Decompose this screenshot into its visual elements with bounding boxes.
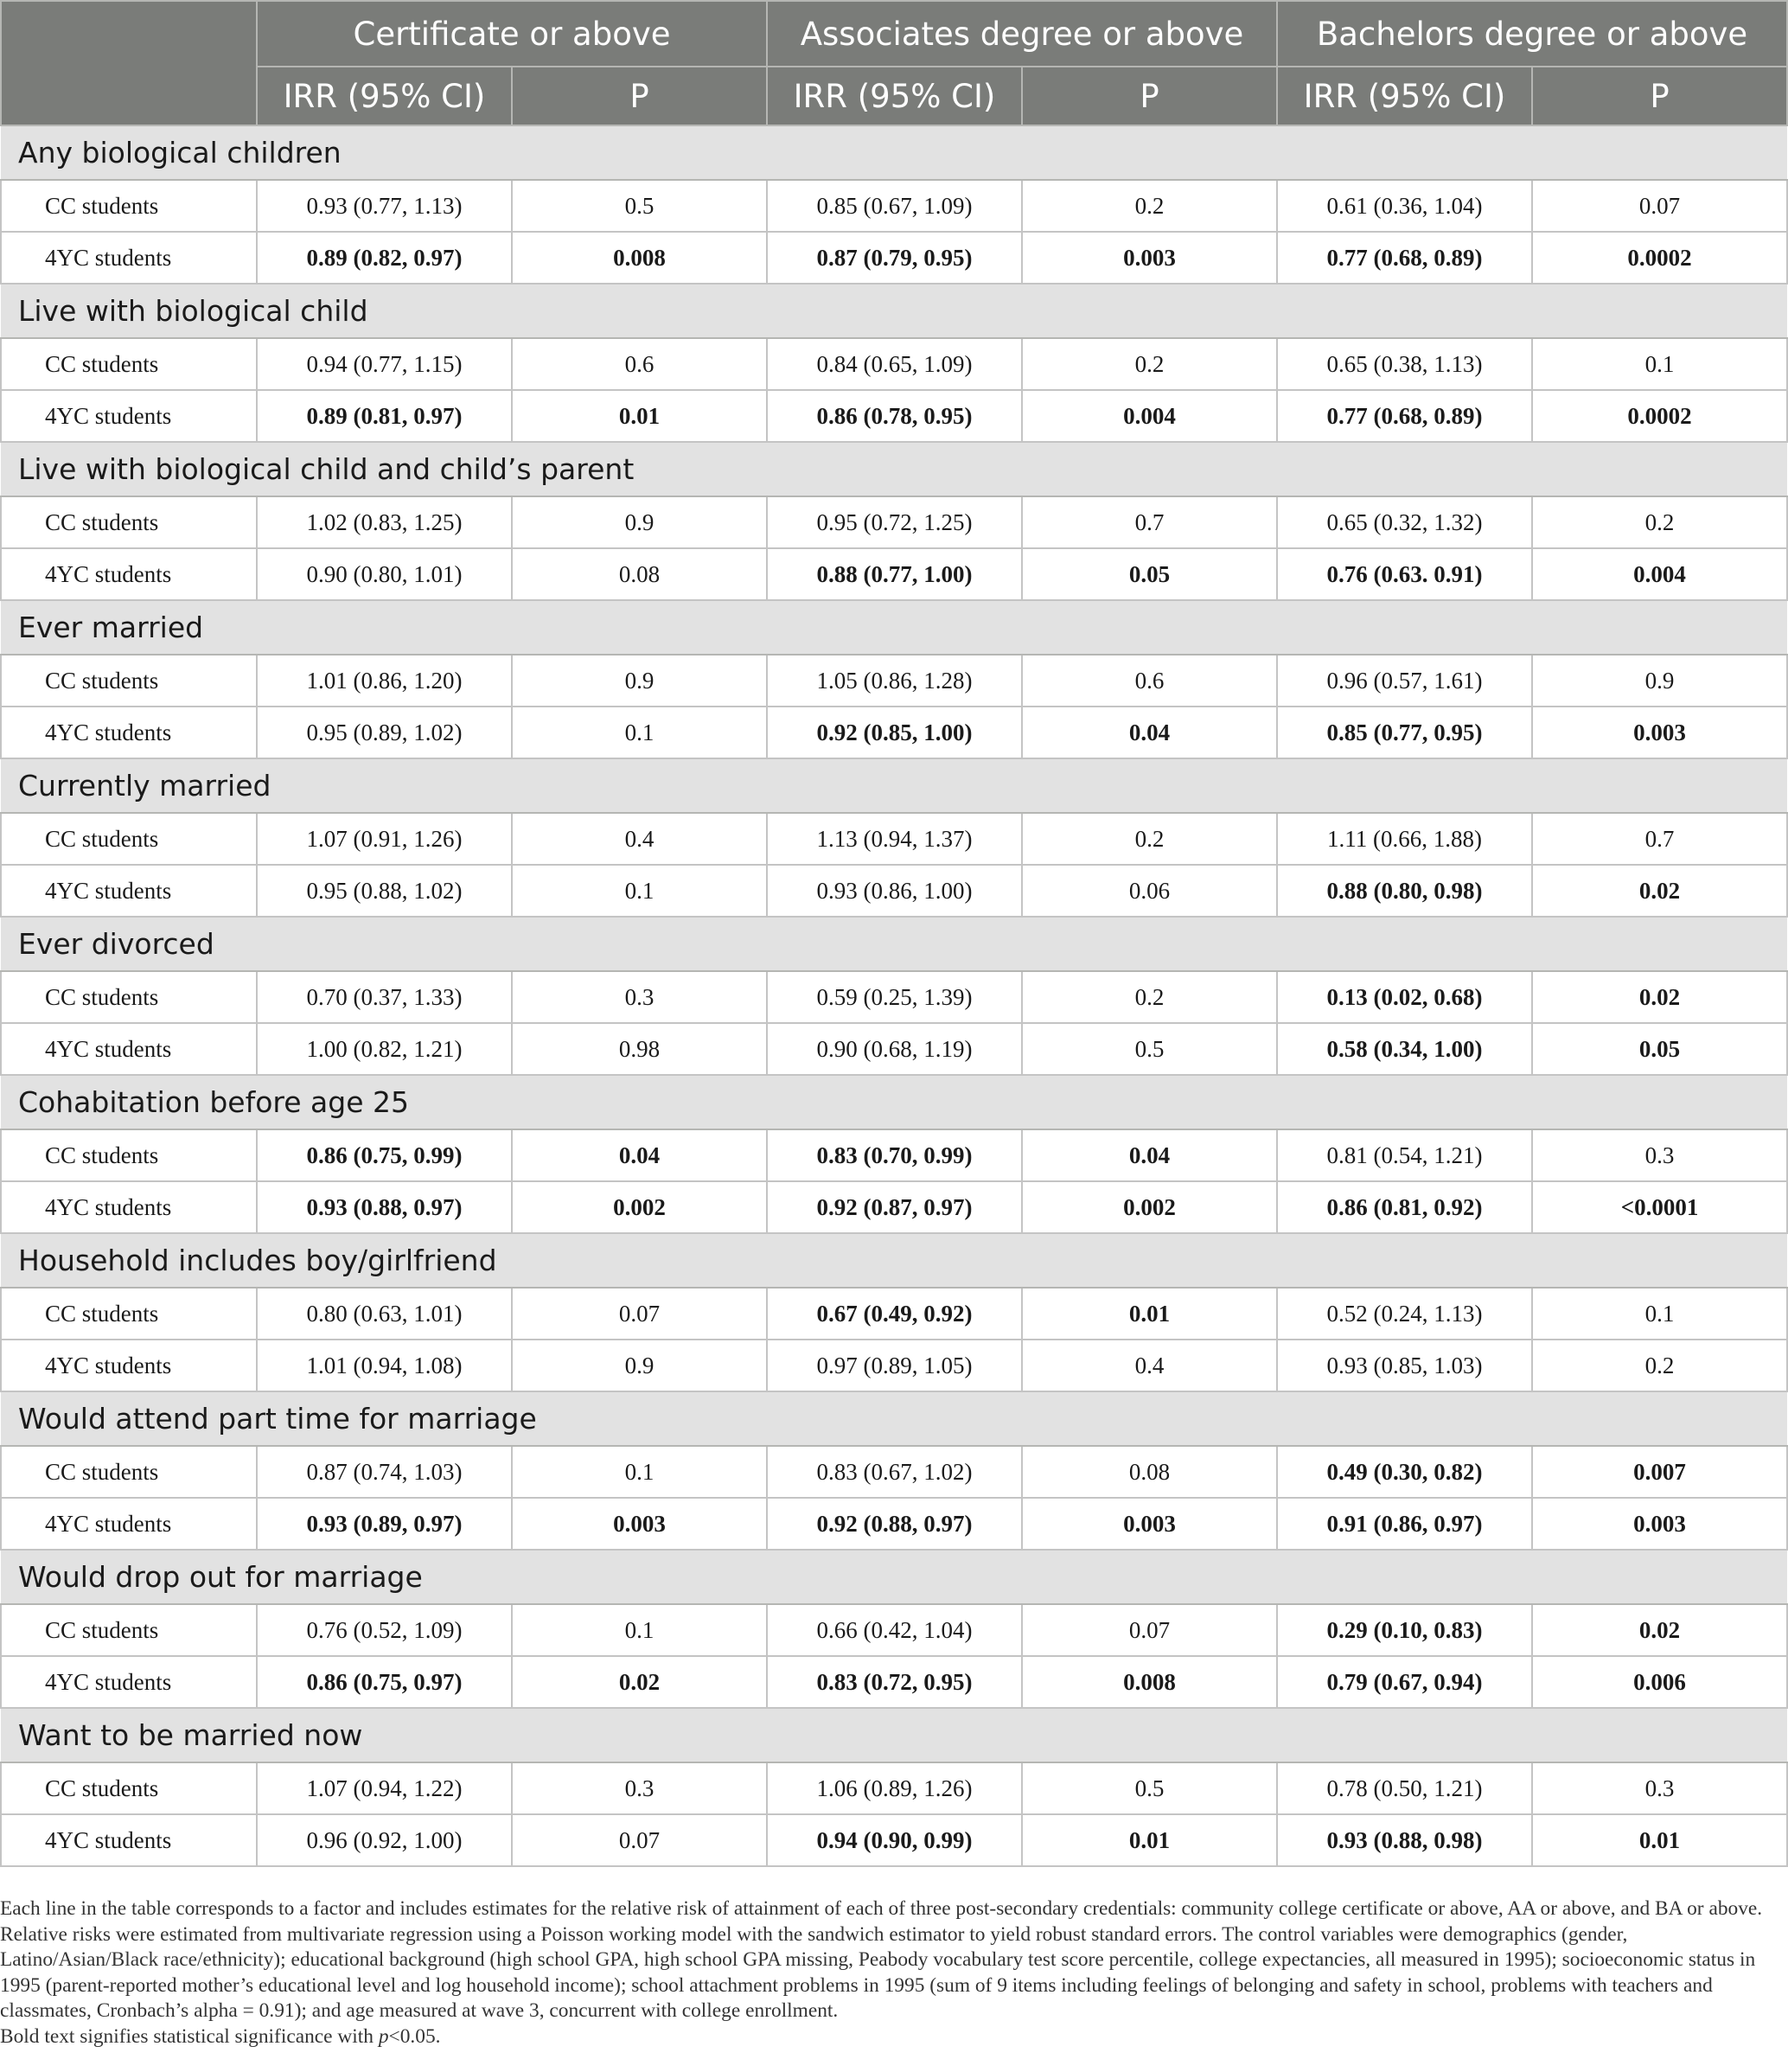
p-value-cell: 0.7: [1022, 496, 1277, 548]
irr-cell: 1.02 (0.83, 1.25): [257, 496, 512, 548]
irr-cell: 0.93 (0.88, 0.97): [257, 1181, 512, 1233]
p-value-cell: 0.3: [512, 971, 767, 1023]
p-value-cell: 0.5: [1022, 1762, 1277, 1814]
irr-cell: 0.83 (0.70, 0.99): [767, 1129, 1022, 1181]
row-label: 4YC students: [1, 1340, 257, 1391]
irr-cell: 0.92 (0.85, 1.00): [767, 707, 1022, 758]
irr-cell: 0.59 (0.25, 1.39): [767, 971, 1022, 1023]
irr-cell: 0.96 (0.92, 1.00): [257, 1814, 512, 1866]
p-value-cell: 0.05: [1532, 1023, 1787, 1075]
p-value-cell: 0.01: [1532, 1814, 1787, 1866]
p-value-cell: 0.1: [512, 865, 767, 917]
row-label: 4YC students: [1, 1023, 257, 1075]
irr-cell: 0.89 (0.82, 0.97): [257, 232, 512, 284]
irr-cell: 1.05 (0.86, 1.28): [767, 655, 1022, 707]
p-value-cell: 0.008: [512, 232, 767, 284]
header-row-groups: [1, 1, 1787, 67]
p-value-cell: 0.1: [1532, 1288, 1787, 1340]
table-row: [1, 707, 1787, 758]
row-label: CC students: [1, 338, 257, 390]
p-value-cell: 0.004: [1022, 390, 1277, 442]
row-label: CC students: [1, 1762, 257, 1814]
p-value-cell: 0.6: [1022, 655, 1277, 707]
section-title: Ever divorced: [1, 917, 1787, 971]
irr-cell: 1.01 (0.94, 1.08): [257, 1340, 512, 1391]
p-value-cell: 0.6: [512, 338, 767, 390]
irr-cell: 0.89 (0.81, 0.97): [257, 390, 512, 442]
p-value-cell: 0.04: [512, 1129, 767, 1181]
p-value-cell: 0.01: [1022, 1288, 1277, 1340]
row-label: 4YC students: [1, 865, 257, 917]
p-value-cell: 0.003: [1022, 232, 1277, 284]
p-value-cell: 0.04: [1022, 1129, 1277, 1181]
section-title: Would drop out for marriage: [1, 1550, 1787, 1604]
irr-cell: 0.93 (0.89, 0.97): [257, 1498, 512, 1550]
table-body: [1, 125, 1787, 1866]
table-row: [1, 813, 1787, 865]
section-header-row: [1, 1708, 1787, 1762]
row-label: CC students: [1, 655, 257, 707]
footnote-p-symbol: p: [378, 2024, 389, 2048]
p-value-cell: 0.06: [1022, 865, 1277, 917]
irr-cell: 0.93 (0.88, 0.98): [1277, 1814, 1532, 1866]
p-value-cell: 0.4: [512, 813, 767, 865]
irr-cell: 0.95 (0.72, 1.25): [767, 496, 1022, 548]
p-value-cell: 0.0002: [1532, 232, 1787, 284]
p-value-cell: 0.003: [512, 1498, 767, 1550]
table-footnote: [0, 1896, 1785, 2050]
irr-cell: 0.95 (0.89, 1.02): [257, 707, 512, 758]
irr-cell: 0.85 (0.77, 0.95): [1277, 707, 1532, 758]
section-title: Live with biological child and child’s parent: [1, 442, 1787, 496]
irr-cell: 0.13 (0.02, 0.68): [1277, 971, 1532, 1023]
section-title: Household includes boy/girlfriend: [1, 1233, 1787, 1288]
p-value-cell: 0.07: [512, 1288, 767, 1340]
row-label: CC students: [1, 971, 257, 1023]
section-header-row: [1, 284, 1787, 338]
table-row: [1, 1340, 1787, 1391]
row-label: CC students: [1, 496, 257, 548]
irr-cell: 0.94 (0.90, 0.99): [767, 1814, 1022, 1866]
irr-cell: 0.29 (0.10, 0.83): [1277, 1604, 1532, 1656]
section-title: Any biological children: [1, 125, 1787, 180]
irr-cell: 1.13 (0.94, 1.37): [767, 813, 1022, 865]
irr-cell: 0.84 (0.65, 1.09): [767, 338, 1022, 390]
irr-cell: 0.77 (0.68, 0.89): [1277, 232, 1532, 284]
irr-cell: 0.88 (0.80, 0.98): [1277, 865, 1532, 917]
row-label: CC students: [1, 1129, 257, 1181]
table-row: [1, 1129, 1787, 1181]
irr-cell: 0.94 (0.77, 1.15): [257, 338, 512, 390]
section-header-row: [1, 1233, 1787, 1288]
row-label: 4YC students: [1, 390, 257, 442]
section-header-row: [1, 758, 1787, 813]
p-value-cell: 0.004: [1532, 548, 1787, 600]
irr-cell: 0.85 (0.67, 1.09): [767, 180, 1022, 232]
table-row: [1, 1446, 1787, 1498]
table-row: [1, 548, 1787, 600]
irr-cell: 0.80 (0.63, 1.01): [257, 1288, 512, 1340]
irr-cell: 0.49 (0.30, 0.82): [1277, 1446, 1532, 1498]
p-value-cell: 0.07: [1532, 180, 1787, 232]
table-row: [1, 971, 1787, 1023]
irr-cell: 0.58 (0.34, 1.00): [1277, 1023, 1532, 1075]
subheader-irr: IRR (95% CI): [257, 67, 512, 125]
p-value-cell: 0.02: [512, 1656, 767, 1708]
p-value-cell: 0.9: [512, 496, 767, 548]
subheader-irr: IRR (95% CI): [1277, 67, 1532, 125]
p-value-cell: 0.2: [1532, 496, 1787, 548]
irr-cell: 0.92 (0.88, 0.97): [767, 1498, 1022, 1550]
irr-cell: 0.90 (0.80, 1.01): [257, 548, 512, 600]
p-value-cell: 0.08: [1022, 1446, 1277, 1498]
table-row: [1, 180, 1787, 232]
irr-cell: 0.87 (0.74, 1.03): [257, 1446, 512, 1498]
row-label: 4YC students: [1, 1656, 257, 1708]
section-title: Currently married: [1, 758, 1787, 813]
p-value-cell: 0.5: [512, 180, 767, 232]
p-value-cell: 0.02: [1532, 1604, 1787, 1656]
irr-cell: 0.66 (0.42, 1.04): [767, 1604, 1022, 1656]
table-row: [1, 1288, 1787, 1340]
irr-cell: 0.90 (0.68, 1.19): [767, 1023, 1022, 1075]
p-value-cell: 0.7: [1532, 813, 1787, 865]
irr-cell: 0.52 (0.24, 1.13): [1277, 1288, 1532, 1340]
table-row: [1, 1498, 1787, 1550]
irr-cell: 0.96 (0.57, 1.61): [1277, 655, 1532, 707]
p-value-cell: 0.007: [1532, 1446, 1787, 1498]
p-value-cell: 0.08: [512, 548, 767, 600]
irr-cell: 0.77 (0.68, 0.89): [1277, 390, 1532, 442]
p-value-cell: 0.4: [1022, 1340, 1277, 1391]
irr-cell: 0.93 (0.77, 1.13): [257, 180, 512, 232]
irr-cell: 0.70 (0.37, 1.33): [257, 971, 512, 1023]
p-value-cell: 0.2: [1022, 971, 1277, 1023]
subheader-p: P: [1532, 67, 1787, 125]
p-value-cell: 0.02: [1532, 971, 1787, 1023]
irr-cell: 0.65 (0.38, 1.13): [1277, 338, 1532, 390]
irr-cell: 1.00 (0.82, 1.21): [257, 1023, 512, 1075]
p-value-cell: 0.3: [1532, 1129, 1787, 1181]
p-value-cell: 0.05: [1022, 548, 1277, 600]
section-header-row: [1, 1075, 1787, 1129]
irr-cell: 0.93 (0.86, 1.00): [767, 865, 1022, 917]
irr-cell: 0.76 (0.63. 0.91): [1277, 548, 1532, 600]
irr-cell: 0.88 (0.77, 1.00): [767, 548, 1022, 600]
section-header-row: [1, 125, 1787, 180]
footnote-main-text: Each line in the table corresponds to a factor and includes estimates for the relative risk of attainment of each of three post-secondary credentials: community college certificate or above, AA or above, and BA or above. Relative risks were estimated from multivariate regression using a Poisson working model with the sandwich estimator to yield robust standard errors. The control variables were demographics (gender, Latino/Asian/Black race/ethnicity); educational background (high school GPA, high school GPA missing, Peabody vocabulary test score percentile, college expectancies, all measured in 1995); socioeconomic status in 1995 (parent-reported mother’s educational level and log household income); school attachment problems in 1995 (sum of 9 items including feelings of belonging and safety in school, problems with teachers and classmates, Cronbach’s alpha = 0.91); and age measured at wave 3, concurrent with college enrollment.: [0, 1897, 1763, 2022]
table-row: [1, 1604, 1787, 1656]
row-label: 4YC students: [1, 1498, 257, 1550]
p-value-cell: 0.1: [1532, 338, 1787, 390]
header-bachelors: Bachelors degree or above: [1277, 1, 1787, 67]
p-value-cell: 0.9: [512, 655, 767, 707]
p-value-cell: 0.07: [512, 1814, 767, 1866]
p-value-cell: 0.1: [512, 707, 767, 758]
row-label: CC students: [1, 180, 257, 232]
row-label: 4YC students: [1, 1181, 257, 1233]
p-value-cell: 0.002: [512, 1181, 767, 1233]
irr-cell: 0.83 (0.72, 0.95): [767, 1656, 1022, 1708]
p-value-cell: 0.1: [512, 1446, 767, 1498]
subheader-p: P: [512, 67, 767, 125]
irr-cell: 1.11 (0.66, 1.88): [1277, 813, 1532, 865]
irr-cell: 0.97 (0.89, 1.05): [767, 1340, 1022, 1391]
footnote-significance-prefix: Bold text signifies statistical significance with: [0, 2024, 379, 2048]
irr-cell: 0.67 (0.49, 0.92): [767, 1288, 1022, 1340]
header-row-subcolumns: [1, 67, 1787, 125]
irr-cell: 0.61 (0.36, 1.04): [1277, 180, 1532, 232]
irr-cell: 1.06 (0.89, 1.26): [767, 1762, 1022, 1814]
irr-cell: 0.95 (0.88, 1.02): [257, 865, 512, 917]
irr-cell: 0.79 (0.67, 0.94): [1277, 1656, 1532, 1708]
irr-cell: 0.86 (0.81, 0.92): [1277, 1181, 1532, 1233]
irr-cell: 0.83 (0.67, 1.02): [767, 1446, 1022, 1498]
footnote-significance-suffix: <0.05.: [388, 2024, 441, 2048]
section-title: Want to be married now: [1, 1708, 1787, 1762]
row-label: CC students: [1, 813, 257, 865]
p-value-cell: 0.3: [512, 1762, 767, 1814]
irr-cell: 0.76 (0.52, 1.09): [257, 1604, 512, 1656]
table-row: [1, 496, 1787, 548]
p-value-cell: 0.3: [1532, 1762, 1787, 1814]
section-header-row: [1, 1391, 1787, 1446]
irr-cell: 0.86 (0.75, 0.97): [257, 1656, 512, 1708]
p-value-cell: 0.04: [1022, 707, 1277, 758]
p-value-cell: 0.1: [512, 1604, 767, 1656]
table-row: [1, 338, 1787, 390]
table-row: [1, 390, 1787, 442]
p-value-cell: 0.002: [1022, 1181, 1277, 1233]
row-label: 4YC students: [1, 1814, 257, 1866]
p-value-cell: 0.003: [1022, 1498, 1277, 1550]
irr-cell: 1.07 (0.94, 1.22): [257, 1762, 512, 1814]
table-row: [1, 1762, 1787, 1814]
header-associates: Associates degree or above: [767, 1, 1277, 67]
irr-cell: 1.07 (0.91, 1.26): [257, 813, 512, 865]
row-label: 4YC students: [1, 548, 257, 600]
subheader-p: P: [1022, 67, 1277, 125]
table-row: [1, 1814, 1787, 1866]
p-value-cell: 0.0002: [1532, 390, 1787, 442]
p-value-cell: 0.2: [1022, 180, 1277, 232]
table-row: [1, 1023, 1787, 1075]
p-value-cell: 0.5: [1022, 1023, 1277, 1075]
irr-cell: 0.87 (0.79, 0.95): [767, 232, 1022, 284]
irr-cell: 0.86 (0.78, 0.95): [767, 390, 1022, 442]
section-title: Would attend part time for marriage: [1, 1391, 1787, 1446]
p-value-cell: 0.98: [512, 1023, 767, 1075]
irr-cell: 1.01 (0.86, 1.20): [257, 655, 512, 707]
p-value-cell: 0.003: [1532, 707, 1787, 758]
p-value-cell: 0.01: [1022, 1814, 1277, 1866]
row-label: 4YC students: [1, 232, 257, 284]
irr-cell: 0.92 (0.87, 0.97): [767, 1181, 1022, 1233]
row-label: CC students: [1, 1446, 257, 1498]
header-certificate: Certificate or above: [257, 1, 767, 67]
row-label: 4YC students: [1, 707, 257, 758]
irr-cell: 0.78 (0.50, 1.21): [1277, 1762, 1532, 1814]
table-row: [1, 232, 1787, 284]
section-header-row: [1, 442, 1787, 496]
irr-cell: 0.93 (0.85, 1.03): [1277, 1340, 1532, 1391]
irr-cell: 0.91 (0.86, 0.97): [1277, 1498, 1532, 1550]
irr-cell: 0.65 (0.32, 1.32): [1277, 496, 1532, 548]
p-value-cell: 0.2: [1022, 338, 1277, 390]
p-value-cell: <0.0001: [1532, 1181, 1787, 1233]
table-row: [1, 655, 1787, 707]
p-value-cell: 0.07: [1022, 1604, 1277, 1656]
p-value-cell: 0.02: [1532, 865, 1787, 917]
p-value-cell: 0.9: [512, 1340, 767, 1391]
table-row: [1, 865, 1787, 917]
p-value-cell: 0.008: [1022, 1656, 1277, 1708]
header-corner-cell: [1, 1, 257, 125]
section-title: Cohabitation before age 25: [1, 1075, 1787, 1129]
row-label: CC students: [1, 1288, 257, 1340]
irr-cell: 0.86 (0.75, 0.99): [257, 1129, 512, 1181]
section-header-row: [1, 600, 1787, 655]
p-value-cell: 0.2: [1532, 1340, 1787, 1391]
row-label: CC students: [1, 1604, 257, 1656]
p-value-cell: 0.9: [1532, 655, 1787, 707]
p-value-cell: 0.003: [1532, 1498, 1787, 1550]
section-header-row: [1, 917, 1787, 971]
section-header-row: [1, 1550, 1787, 1604]
p-value-cell: 0.2: [1022, 813, 1277, 865]
table-row: [1, 1181, 1787, 1233]
table-row: [1, 1656, 1787, 1708]
p-value-cell: 0.006: [1532, 1656, 1787, 1708]
p-value-cell: 0.01: [512, 390, 767, 442]
section-title: Ever married: [1, 600, 1787, 655]
section-title: Live with biological child: [1, 284, 1787, 338]
irr-cell: 0.81 (0.54, 1.21): [1277, 1129, 1532, 1181]
subheader-irr: IRR (95% CI): [767, 67, 1022, 125]
